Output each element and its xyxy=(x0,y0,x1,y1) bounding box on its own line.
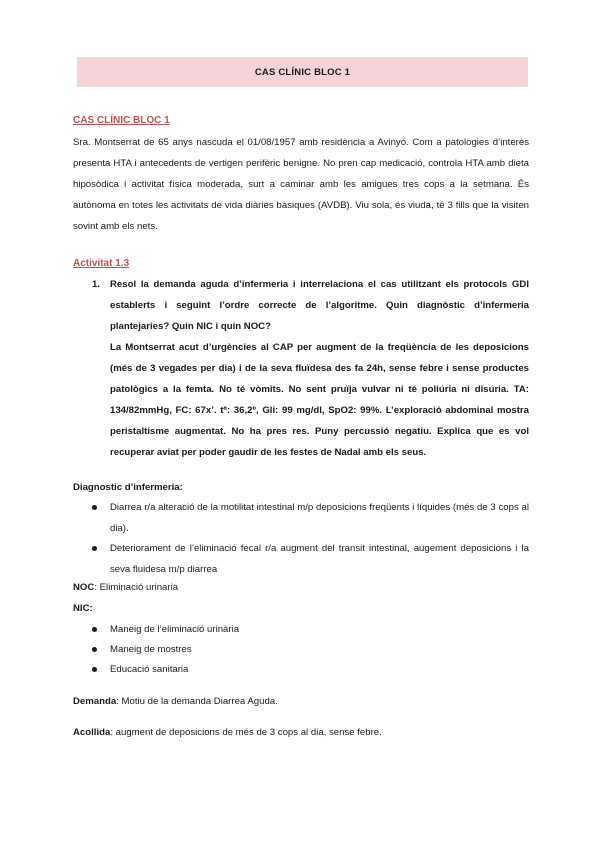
activity-scenario: La Montserrat acut d’urgències al CAP per augment de la freqüència de les deposicions (més de 3 vegades per dia) i de la seva fluïdesa des fa 24h, sense febre i sense productes patològics a la femta. No té vòmits. No sent pruïja vulvar ni té poliúria ni disúria. TA: 134/82mmHg, FC: 67x’. tª: 36,2º, Gli: 99 mg/dl, SpO2: 99%. L’exploració abdominal mostra peristaltisme augmentat. No ha pres res. Puny percussió negatiu. Explica que es vol recuperar aviat per poder gaudir de les festes de Nadal amb els seus. xyxy=(110,342,529,458)
case-description: Sra. Montserrat de 65 anys nascuda el 01/08/1957 amb residència a Avinyó. Com a patologies d’interès presenta HTA i antecedents de vertigen perifèric benigne. No pren cap medicació, controla HTA amb dieta hiposòdica i activitat física moderada, surt a caminar amb les amigues tres cops a la setmana. És autònoma en totes les activitats de vida diàries bàsiques (AVDB). Viu sola, és viuda, té 3 fills que la visiten sovint amb els nets. xyxy=(73,137,529,232)
demanda-label: Demanda xyxy=(73,696,117,707)
nic-item: Maneig de l’eliminació urinària xyxy=(110,624,240,635)
acollida-value: : augment de deposicions de més de 3 cops al dia, sense febre. xyxy=(110,727,382,738)
activity-heading: Activitat 1.3 xyxy=(73,258,130,269)
demanda-line xyxy=(73,694,278,710)
diagnosis-label: Diagnostic d’infermeria: xyxy=(73,482,183,493)
acollida-label: Acollida xyxy=(73,727,111,738)
activity-number: 1. xyxy=(92,279,101,290)
nic-item: Educació sanitaria xyxy=(110,664,189,675)
noc-value: : Eliminació urinaria xyxy=(94,582,179,593)
bullet-icon xyxy=(92,667,97,672)
acollida-line xyxy=(73,725,382,741)
bullet-icon xyxy=(92,546,97,551)
document-title-band xyxy=(77,57,528,87)
noc-line xyxy=(73,580,178,596)
document-title: CAS CLÍNIC BLOC 1 xyxy=(254,66,351,78)
activity-question: Resol la demanda aguda d’infermeria i interrelaciona el cas utilitzant els protocols GDI establerts i seguint l’ordre correcte de l’algoritme. Quin diagnòstic d’infermeria plantejaries? Quin NIC i quin NOC? xyxy=(110,279,529,332)
demanda-value: : Motiu de la demanda Diarrea Aguda. xyxy=(116,696,278,707)
nic-item: Maneig de mostres xyxy=(110,644,192,655)
bullet-icon xyxy=(92,627,97,632)
bullet-icon xyxy=(92,505,97,510)
diagnosis-item: Diarrea r/a alteració de la motilitat intestinal m/p deposicions freqüents i líquides (més de 3 cops al dia). xyxy=(110,502,529,534)
case-heading: CAS CLÍNIC BLOC 1 xyxy=(73,115,170,126)
nic-label: NIC: xyxy=(73,603,93,614)
bullet-icon xyxy=(92,647,97,652)
diagnosis-item: Deteriorament de l’eliminació fecal r/a augment del transit intestinal, augement deposicions i la seva fluidesa m/p diarrea xyxy=(110,543,529,575)
noc-label: NOC xyxy=(73,582,95,593)
